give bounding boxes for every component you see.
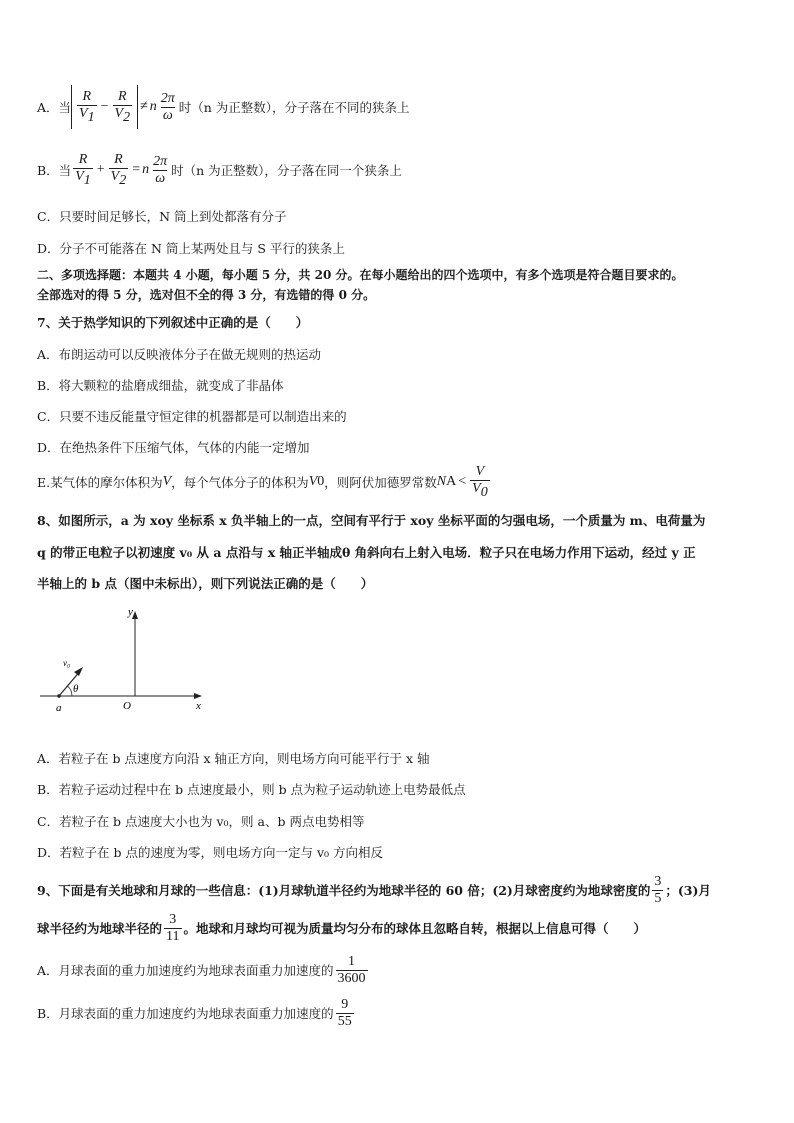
coordinate-diagram: [36, 603, 206, 723]
q7-option-e: E.某气体的摩尔体积为 V ，每个气体分子的体积为 V 0 ，则阿伏加德罗常数 N A < $\frac{V}{V_0}$: [37, 463, 488, 500]
x-axis-arrow: [194, 693, 202, 699]
q8-option-a: A．若粒子在 b 点速度方向沿 x 轴正方向，则电场方向可能平行于 x 轴: [37, 751, 430, 766]
option-text: 时（n 为正整数），分子落在同一个狭条上: [171, 163, 402, 178]
q8-option-b: B．若粒子运动过程中在 b 点速度最小，则 b 点为粒子运动轨迹上电势最低点: [37, 782, 466, 797]
option-d-q6: D．分子不可能落在 N 筒上某两处且与 S 平行的狭条上: [37, 241, 345, 256]
fraction-3-11: $\frac{3}{11}$: [166, 911, 180, 944]
section-2-header-line1: 二、多项选择题：本题共 4 小题，每小题 5 分，共 20 分。在每小题给出的四个选项中，有多个选项是符合题目要求的。: [37, 268, 684, 282]
fraction-r-over-v1: $\frac{R}{V_1}$: [75, 151, 91, 188]
fraction-r-over-v1: $\frac{R}{V_1}$: [79, 88, 95, 125]
fraction-3-5: $\frac{3}{5}$: [654, 873, 662, 906]
q8-option-c: C．若粒子在 b 点速度大小也为 v₀，则 a、b 两点电势相等: [37, 814, 365, 829]
fraction-2pi-over-omega: $\frac{2\pi}{\omega}$: [160, 90, 175, 123]
option-label: B．当: [37, 163, 72, 178]
q7-option-d: D．在绝热条件下压缩气体，气体的内能一定增加: [37, 440, 310, 455]
fraction-2pi-over-omega: $\frac{2\pi}{\omega}$: [153, 153, 168, 186]
fraction-r-over-v2: $\frac{R}{V_2}$: [110, 151, 127, 188]
question-8-stem-line3: 半轴上的 b 点（图中未标出），则下列说法正确的是（ ）: [37, 576, 374, 591]
question-7-stem: 7、关于热学知识的下列叙述中正确的是（ ）: [37, 315, 309, 330]
fraction-r-over-v2: $\frac{R}{V_2}$: [114, 88, 131, 125]
option-c-q6: C．只要时间足够长，N 筒上到处都落有分子: [37, 209, 287, 224]
y-label: y: [128, 606, 133, 618]
fraction-v-over-v0: $\frac{V}{V_0}$: [472, 463, 488, 500]
absolute-value-expression: $\frac{R}{V_1}$ − $\frac{R}{V_2}$: [71, 85, 138, 129]
option-a-q6: A．当 $\frac{R}{V_1}$ − $\frac{R}{V_2}$ ≠ n $\frac{2\pi}{\omega}$ 时（n 为正整数），分子落在不同的狭条上: [37, 84, 410, 130]
fraction-1-3600: $\frac{1}{3600}$: [337, 953, 366, 986]
y-axis-arrow: [132, 611, 138, 619]
point-a: [57, 694, 61, 698]
theta-label: θ: [73, 683, 79, 695]
question-8-stem-line1: 8、如图所示，a 为 xoy 坐标系 x 负半轴上的一点，空间有平行于 xoy 坐标平面的匀强电场，一个质量为 m、电荷量为: [37, 513, 706, 528]
question-8-stem-line2: q 的带正电粒子以初速度 v₀ 从 a 点沿与 x 轴正半轴成θ 角斜向右上射入电场．粒子只在电场力作用下运动，经过 y 正: [37, 545, 696, 560]
q7-option-c: C．只要不违反能量守恒定律的机器都是可以制造出来的: [37, 409, 347, 424]
option-label: A．当: [37, 100, 72, 115]
q9-option-a: A．月球表面的重力加速度约为地球表面重力加速度的 $\frac{1}{3600}$: [37, 953, 366, 986]
angle-arc: [68, 686, 73, 696]
option-b-q6: B．当 $\frac{R}{V_1}$ + $\frac{R}{V_2}$ = n $\frac{2\pi}{\omega}$ 时（n 为正整数），分子落在同一个狭条上: [37, 151, 402, 188]
a-label: a: [56, 702, 62, 714]
velocity-arrowhead: [74, 667, 83, 676]
q8-option-d: D．若粒子在 b 点的速度为零，则电场方向一定与 v₀ 方向相反: [37, 845, 383, 860]
question-9-stem-line2: 球半径约为地球半径的 $\frac{3}{11}$ 。地球和月球均可视为质量均匀分布的球体且忽略自转，根据以上信息可得（ ）: [37, 911, 647, 944]
section-2-header-line2: 全部选对的得 5 分，选对但不全的得 3 分，有选错的得 0 分。: [37, 288, 376, 302]
q7-option-a: A．布朗运动可以反映液体分子在做无规则的热运动: [37, 347, 322, 362]
origin-label: O: [123, 700, 131, 712]
v0-label: v₀: [63, 658, 71, 668]
question-9-stem-line1: 9、下面是有关地球和月球的一些信息：(1)月球轨道半径约为地球半径的 60 倍；(2)月球密度约为地球密度的 $\frac{3}{5}$ ；(3)月: [37, 873, 711, 906]
q9-option-b: B．月球表面的重力加速度约为地球表面重力加速度的 $\frac{9}{55}$: [37, 996, 352, 1029]
fraction-9-55: $\frac{9}{55}$: [337, 996, 352, 1029]
q7-option-b: B．将大颗粒的盐磨成细盐，就变成了非晶体: [37, 378, 284, 393]
option-text: 时（n 为正整数），分子落在不同的狭条上: [178, 100, 410, 115]
x-label: x: [196, 700, 201, 712]
